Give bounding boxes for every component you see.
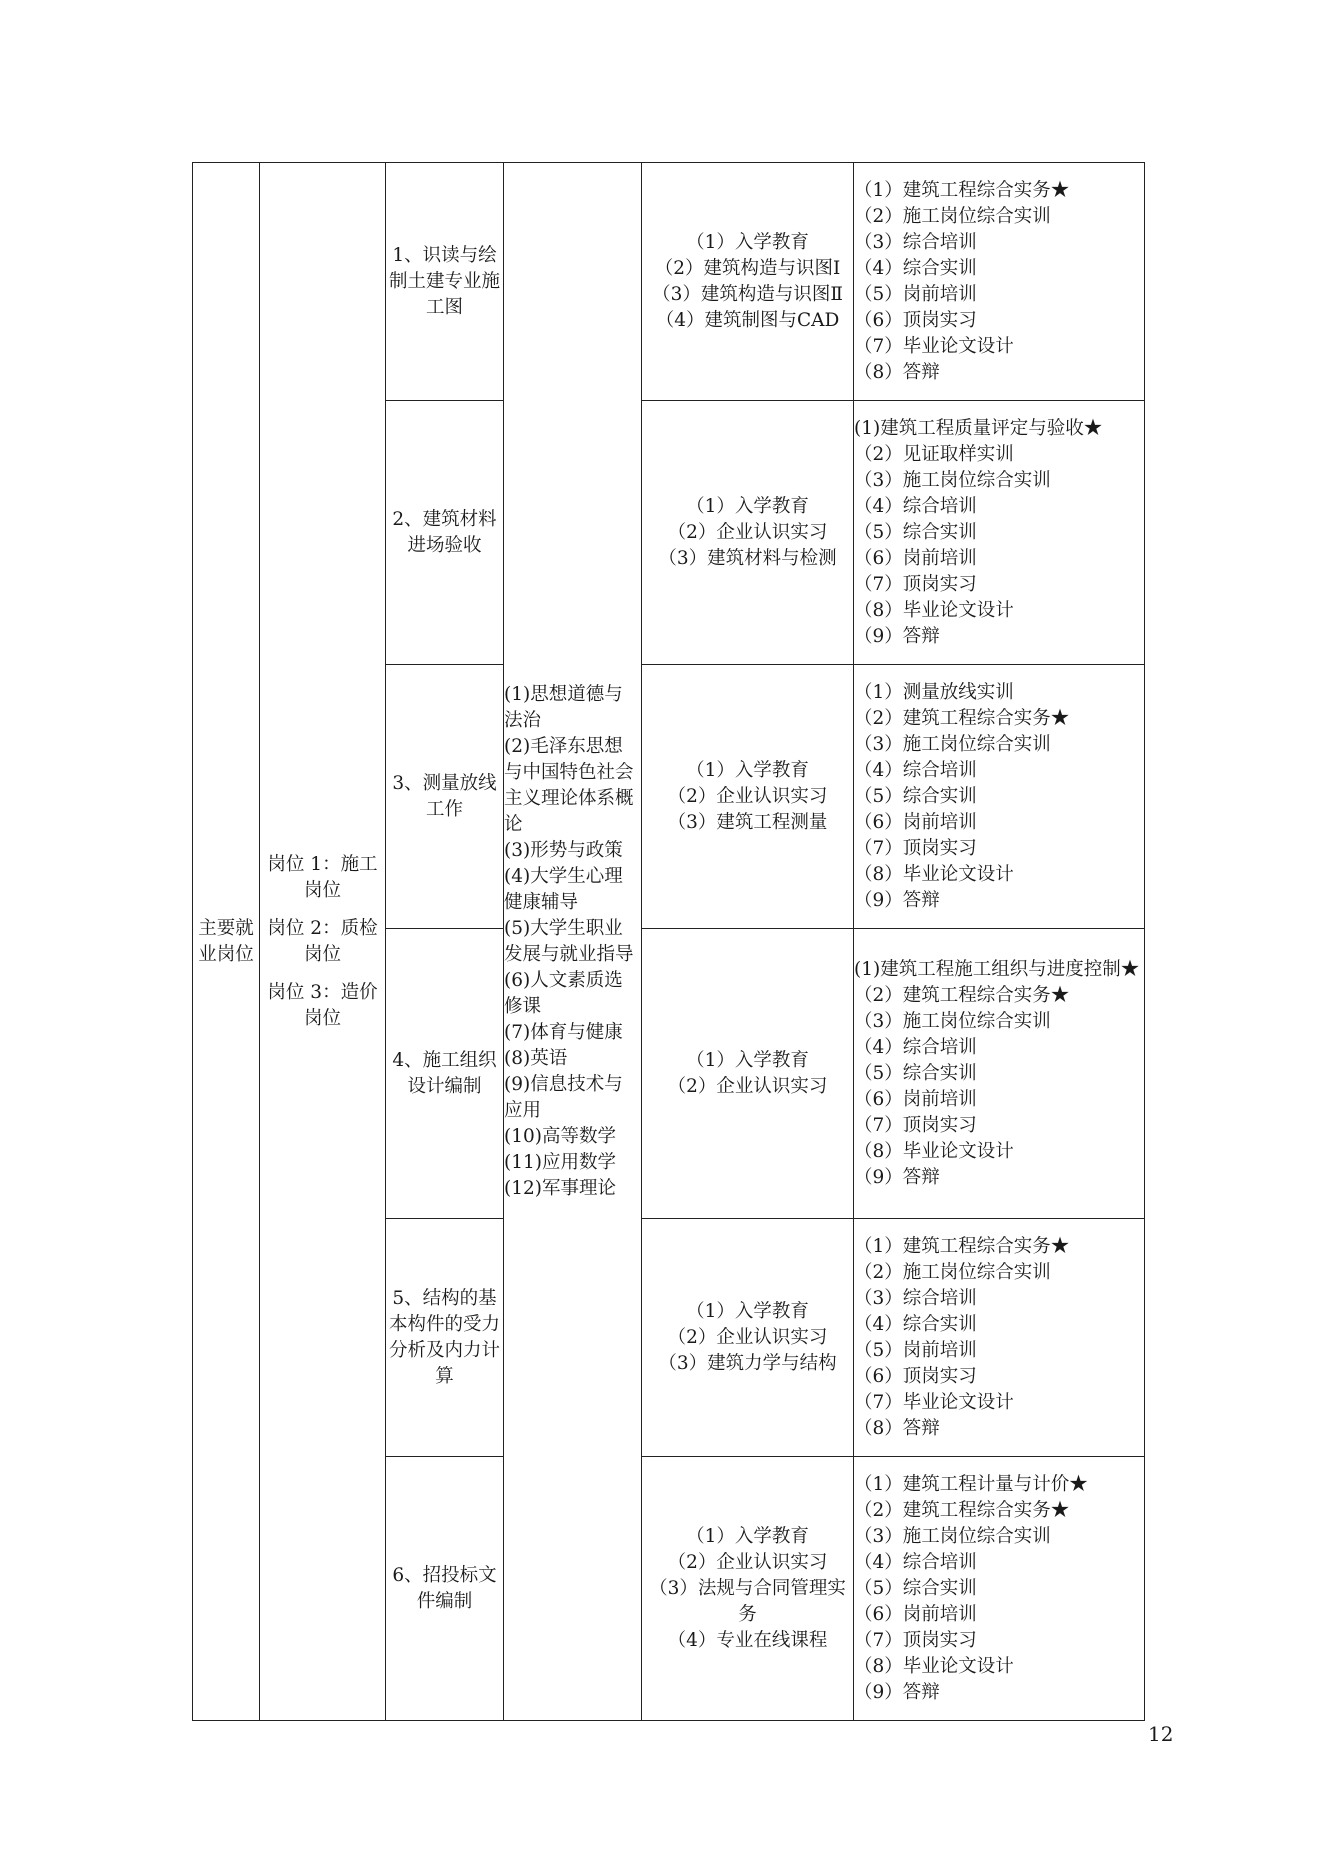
professional-courses-cell <box>642 163 854 401</box>
main-employment-label: 主要就业岗位 <box>193 163 260 1721</box>
course-item: （2）企业认识实习 <box>667 1551 828 1573</box>
professional-courses-cell <box>642 1219 854 1457</box>
practice-item: （2）建筑工程综合实务★ <box>854 707 1070 729</box>
practice-cell <box>854 665 1145 929</box>
course-item: （3）建筑工程测量 <box>667 811 828 833</box>
practice-item: （7）顶岗实习 <box>854 1114 977 1136</box>
practice-item: （3）施工岗位综合实训 <box>854 1525 1051 1547</box>
job-post: 岗位 1：施工岗位 <box>267 853 378 901</box>
practice-item: （5）综合实训 <box>854 521 977 543</box>
practice-item: （3）综合培训 <box>854 231 977 253</box>
work-task: 2、建筑材料进场验收 <box>386 401 504 665</box>
general-course: (1)思想道德与法治 <box>504 683 623 731</box>
work-task: 6、招投标文件编制 <box>386 1457 504 1721</box>
practice-cell <box>854 929 1145 1219</box>
practice-item: （6）岗前培训 <box>854 811 977 833</box>
practice-item: （4）综合培训 <box>854 495 977 517</box>
course-item: （3）建筑构造与识图Ⅱ <box>652 283 843 305</box>
general-course: (11)应用数学 <box>504 1151 616 1173</box>
practice-item: （2）见证取样实训 <box>854 443 1014 465</box>
course-item: （2）企业认识实习 <box>667 785 828 807</box>
practice-item: （3）施工岗位综合实训 <box>854 1010 1051 1032</box>
job-post: 岗位 2：质检岗位 <box>267 917 378 965</box>
practice-item: （9）答辩 <box>854 1681 940 1703</box>
practice-item: （1）建筑工程计量与计价★ <box>854 1473 1088 1495</box>
practice-cell <box>854 401 1145 665</box>
practice-item: （2）建筑工程综合实务★ <box>854 1499 1070 1521</box>
course-item: （1）入学教育 <box>686 1525 809 1547</box>
course-item: （1）入学教育 <box>686 231 809 253</box>
practice-item: （1）测量放线实训 <box>854 681 1014 703</box>
course-item: （1）入学教育 <box>686 1300 809 1322</box>
table-row <box>193 163 1145 401</box>
professional-courses-cell <box>642 665 854 929</box>
practice-item: （1）建筑工程综合实务★ <box>854 179 1070 201</box>
practice-item: （2）建筑工程综合实务★ <box>854 984 1070 1006</box>
practice-item: （5）岗前培训 <box>854 1339 977 1361</box>
course-item: （3）法规与合同管理实务 <box>649 1577 846 1625</box>
practice-item: （4）综合培训 <box>854 1551 977 1573</box>
work-task: 4、施工组织设计编制 <box>386 929 504 1219</box>
course-item: （1）入学教育 <box>686 759 809 781</box>
general-course: (10)高等数学 <box>504 1125 616 1147</box>
practice-item: （4）综合实训 <box>854 257 977 279</box>
general-course: (3)形势与政策 <box>504 839 623 861</box>
page-number: 12 <box>1148 1722 1174 1746</box>
practice-item: (1)建筑工程施工组织与进度控制★ <box>854 958 1140 980</box>
practice-item: （9）答辩 <box>854 625 940 647</box>
practice-item: （4）综合实训 <box>854 1313 977 1335</box>
course-item: （1）入学教育 <box>686 495 809 517</box>
general-course: (7)体育与健康 <box>504 1021 623 1043</box>
practice-item: （3）施工岗位综合实训 <box>854 469 1051 491</box>
practice-item: （2）施工岗位综合实训 <box>854 1261 1051 1283</box>
course-item: （1）入学教育 <box>686 1049 809 1071</box>
practice-item: （7）顶岗实习 <box>854 573 977 595</box>
practice-item: （6）岗前培训 <box>854 1603 977 1625</box>
general-course: (8)英语 <box>504 1047 568 1069</box>
practice-item: （4）综合培训 <box>854 1036 977 1058</box>
practice-item: （9）答辩 <box>854 1166 940 1188</box>
practice-item: （8）毕业论文设计 <box>854 1140 1014 1162</box>
practice-item: （6）岗前培训 <box>854 547 977 569</box>
course-item: （3）建筑力学与结构 <box>658 1352 837 1374</box>
work-task: 3、测量放线工作 <box>386 665 504 929</box>
work-task: 1、识读与绘制土建专业施工图 <box>386 163 504 401</box>
course-item: （4）专业在线课程 <box>667 1629 828 1651</box>
practice-item: （6）顶岗实习 <box>854 309 977 331</box>
general-courses-cell <box>504 163 642 1721</box>
practice-item: （6）顶岗实习 <box>854 1365 977 1387</box>
course-item: （4）建筑制图与CAD <box>655 309 840 331</box>
practice-item: （8）毕业论文设计 <box>854 863 1014 885</box>
general-course: (9)信息技术与应用 <box>504 1073 623 1121</box>
practice-cell <box>854 163 1145 401</box>
course-item: （2）企业认识实习 <box>667 1075 828 1097</box>
practice-item: （2）施工岗位综合实训 <box>854 205 1051 227</box>
practice-item: （7）毕业论文设计 <box>854 1391 1014 1413</box>
practice-item: （5）综合实训 <box>854 785 977 807</box>
curriculum-table <box>192 162 1145 1721</box>
professional-courses-cell <box>642 929 854 1219</box>
practice-item: （3）综合培训 <box>854 1287 977 1309</box>
practice-item: （8）毕业论文设计 <box>854 1655 1014 1677</box>
practice-cell <box>854 1219 1145 1457</box>
practice-item: （6）岗前培训 <box>854 1088 977 1110</box>
job-posts-cell <box>260 163 386 1721</box>
course-item: （3）建筑材料与检测 <box>658 547 837 569</box>
professional-courses-cell <box>642 401 854 665</box>
course-item: （2）企业认识实习 <box>667 521 828 543</box>
general-course: (4)大学生心理健康辅导 <box>504 865 623 913</box>
professional-courses-cell <box>642 1457 854 1721</box>
general-course: (5)大学生职业发展与就业指导 <box>504 917 634 965</box>
course-item: （2）企业认识实习 <box>667 1326 828 1348</box>
practice-cell <box>854 1457 1145 1721</box>
practice-item: （3）施工岗位综合实训 <box>854 733 1051 755</box>
practice-item: （8）答辩 <box>854 361 940 383</box>
practice-item: （5）综合实训 <box>854 1062 977 1084</box>
practice-item: （5）综合实训 <box>854 1577 977 1599</box>
practice-item: （7）顶岗实习 <box>854 1629 977 1651</box>
practice-item: (1)建筑工程质量评定与验收★ <box>854 417 1103 439</box>
practice-item: （7）毕业论文设计 <box>854 335 1014 357</box>
general-course: (2)毛泽东思想与中国特色社会主义理论体系概论 <box>504 735 634 835</box>
practice-item: （4）综合培训 <box>854 759 977 781</box>
practice-item: （5）岗前培训 <box>854 283 977 305</box>
general-course: (6)人文素质选修课 <box>504 969 623 1017</box>
practice-item: （7）顶岗实习 <box>854 837 977 859</box>
job-post: 岗位 3：造价岗位 <box>267 981 378 1029</box>
general-course: (12)军事理论 <box>504 1177 616 1199</box>
practice-item: （9）答辩 <box>854 889 940 911</box>
practice-item: （8）毕业论文设计 <box>854 599 1014 621</box>
course-item: （2）建筑构造与识图Ⅰ <box>654 257 841 279</box>
practice-item: （8）答辩 <box>854 1417 940 1439</box>
work-task: 5、结构的基本构件的受力分析及内力计算 <box>386 1219 504 1457</box>
practice-item: （1）建筑工程综合实务★ <box>854 1235 1070 1257</box>
